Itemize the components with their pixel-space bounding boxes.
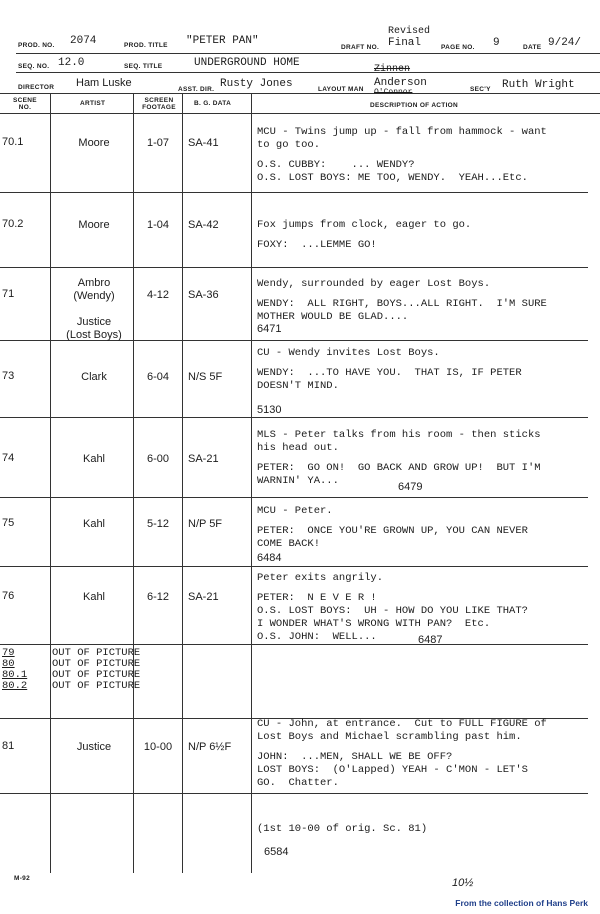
action-line: MOTHER WOULD BE GLAD.... [257, 311, 409, 323]
scene-number: 74 [2, 452, 15, 464]
col-screen-footage: SCREEN FOOTAGE [142, 97, 176, 111]
seq-title-label: SEQ. TITLE [124, 63, 163, 70]
scene-number: 81 [2, 740, 15, 752]
screen-footage: 6-12 [146, 591, 170, 603]
row-rule [0, 793, 588, 794]
action-line: WENDY: ...TO HAVE YOU. THAT IS, IF PETER [257, 367, 522, 379]
action-line: CU - Wendy invites Lost Boys. [257, 347, 440, 359]
action-description [257, 126, 592, 185]
bg-data: SA-21 [188, 591, 219, 603]
page-no: 9 [493, 37, 500, 49]
footage-note: 6479 [398, 481, 423, 493]
action-description [257, 219, 592, 252]
bg-data: SA-36 [188, 289, 219, 301]
out-of-picture-text: OUT OF PICTURE [52, 647, 141, 659]
date: 9/24/ [548, 37, 582, 49]
list-item [2, 681, 140, 692]
scene-number: 70.1 [2, 136, 24, 148]
form-number: M-92 [14, 875, 31, 882]
artist-name: Kahl [82, 453, 106, 465]
action-description [257, 278, 592, 324]
row-rule [0, 566, 588, 567]
screen-footage: 1-04 [146, 219, 170, 231]
action-line: Peter exits angrily. [257, 572, 384, 584]
scene-number: 80.2 [2, 680, 28, 692]
original-scene-note: (1st 10-00 of orig. Sc. 81) [257, 823, 428, 835]
scene-number: 76 [2, 590, 15, 602]
action-line: PETER: ONCE YOU'RE GROWN UP, YOU CAN NEVER [257, 525, 528, 537]
action-line: PETER: GO ON! GO BACK AND GROW UP! BUT I'M [257, 462, 541, 474]
action-line: WENDY: ALL RIGHT, BOYS...ALL RIGHT. I'M SURE [257, 298, 547, 310]
screen-footage: 6-00 [146, 453, 170, 465]
column-header-top-rule [0, 93, 600, 94]
action-line: I WONDER WHAT'S WRONG WITH PAN? Etc. [257, 618, 491, 630]
seq-no-label: SEQ. NO. [18, 63, 50, 70]
scene-number: 73 [2, 370, 15, 382]
prod-no-label: PROD. NO. [18, 42, 55, 49]
screen-footage: 1-07 [146, 137, 170, 149]
col-rule-3 [182, 93, 183, 873]
row-rule [0, 644, 588, 645]
action-line: MCU - Twins jump up - fall from hammock - want [257, 126, 547, 138]
scene-number: 80 [2, 658, 15, 670]
action-line: JOHN: ...MEN, SHALL WE BE OFF? [257, 751, 453, 763]
footage-note: 6487 [418, 634, 443, 646]
scene-number: 75 [2, 517, 15, 529]
artist-name: Kahl [82, 591, 106, 603]
action-description [257, 347, 592, 393]
footage-note: 6471 [257, 323, 282, 335]
action-line: DOESN'T MIND. [257, 380, 339, 392]
out-of-picture-text: OUT OF PICTURE [52, 658, 141, 670]
scene-number: 71 [2, 288, 15, 300]
artist-name: Justice [76, 741, 112, 753]
action-line: PETER: N E V E R ! [257, 592, 377, 604]
action-line: O.S. JOHN: WELL... [257, 631, 377, 643]
action-line: FOXY: ...LEMME GO! [257, 239, 377, 251]
layout-man-label: LAYOUT MAN [318, 86, 364, 93]
action-line: his head out. [257, 442, 339, 454]
col-rule-4 [251, 93, 252, 873]
col-scene-no: SCENE NO. [13, 97, 37, 111]
screen-footage: 10-00 [143, 741, 173, 753]
action-line: O.S. LOST BOYS: UH - HOW DO YOU LIKE THAT? [257, 605, 528, 617]
bg-data: SA-42 [188, 219, 219, 231]
artist-name: Clark [81, 371, 107, 383]
secy: Ruth Wright [502, 79, 575, 91]
struck-name: Zinnen [374, 64, 411, 75]
action-line: O.S. LOST BOYS: ME TOO, WENDY. YEAH...Etc. [257, 172, 528, 184]
col-artist: ARTIST [80, 100, 106, 107]
col-rule-1 [50, 93, 51, 873]
action-line: to go too. [257, 139, 321, 151]
artist-name: Moore [78, 137, 110, 149]
draft-revised: Revised [388, 26, 431, 37]
date-label: DATE [523, 44, 542, 51]
draft-no: Final [388, 37, 422, 49]
bg-data: SA-21 [188, 453, 219, 465]
page-no-label: PAGE NO. [441, 44, 475, 51]
row-rule [0, 267, 588, 268]
asst-dir: Rusty Jones [220, 78, 293, 90]
bg-data: N/S 5F [188, 371, 223, 383]
action-line: Lost Boys and Michael scrambling past him. [257, 731, 522, 743]
action-line: WARNIN' YA... [257, 475, 339, 487]
column-header-bottom-rule [0, 113, 600, 114]
out-of-picture-list [2, 648, 140, 692]
row-rule [0, 192, 588, 193]
seq-no: 12.0 [58, 57, 85, 69]
layout-man: Anderson [374, 77, 427, 89]
footage-note: 6484 [257, 552, 282, 564]
bg-data: N/P 5F [188, 518, 223, 530]
prod-no: 2074 [70, 35, 97, 47]
action-description [257, 505, 592, 551]
footage-note: 5130 [257, 404, 282, 416]
action-line: GO. Chatter. [257, 777, 339, 789]
prod-title-label: PROD. TITLE [124, 42, 168, 49]
secy-label: SEC'Y [470, 86, 491, 93]
header-rule-1 [16, 53, 600, 54]
action-line: Fox jumps from clock, eager to go. [257, 219, 472, 231]
action-line: O.S. CUBBY: ... WENDY? [257, 159, 415, 171]
collection-credit: From the collection of Hans Perk [455, 898, 588, 908]
action-line: MLS - Peter talks from his room - then sticks [257, 429, 541, 441]
director: Ham Luske [76, 77, 132, 89]
layout-struck: O'Connor [374, 88, 413, 97]
artist-name: Kahl [82, 518, 106, 530]
screen-footage: 5-12 [146, 518, 170, 530]
screen-footage: 4-12 [146, 289, 170, 301]
action-description [257, 429, 592, 488]
action-line: CU - John, at entrance. Cut to FULL FIGURE of [257, 718, 547, 730]
footage-note: 6584 [264, 846, 289, 858]
screen-footage: 6-04 [146, 371, 170, 383]
row-rule [0, 497, 588, 498]
action-line: COME BACK! [257, 538, 321, 550]
artist-name: Moore [78, 219, 110, 231]
asst-dir-label: ASST. DIR. [178, 86, 215, 93]
page-mark: 10½ [452, 877, 474, 889]
action-description [257, 718, 592, 790]
col-bg-data: B. G. DATA [194, 100, 232, 107]
col-description: DESCRIPTION OF ACTION [370, 102, 459, 109]
seq-title: UNDERGROUND HOME [194, 57, 300, 69]
draft-no-label: DRAFT NO. [341, 44, 380, 51]
scene-number: 79 [2, 647, 15, 659]
scene-number: 70.2 [2, 218, 24, 230]
scene-number: 80.1 [2, 669, 28, 681]
action-line: MCU - Peter. [257, 505, 333, 517]
action-line: Wendy, surrounded by eager Lost Boys. [257, 278, 491, 290]
header-rule-2 [16, 72, 600, 73]
bg-data: SA-41 [188, 137, 219, 149]
out-of-picture-text: OUT OF PICTURE [52, 669, 141, 681]
bg-data: N/P 6½F [188, 741, 232, 753]
prod-title: "PETER PAN" [186, 35, 259, 47]
row-rule [0, 417, 588, 418]
col-rule-2 [133, 93, 134, 873]
director-label: DIRECTOR [18, 84, 55, 91]
out-of-picture-text: OUT OF PICTURE [52, 680, 141, 692]
action-line: LOST BOYS: (O'Lapped) YEAH - C'MON - LET'S [257, 764, 528, 776]
artist-name: Ambro (Wendy) Justice (Lost Boys) [66, 277, 122, 341]
